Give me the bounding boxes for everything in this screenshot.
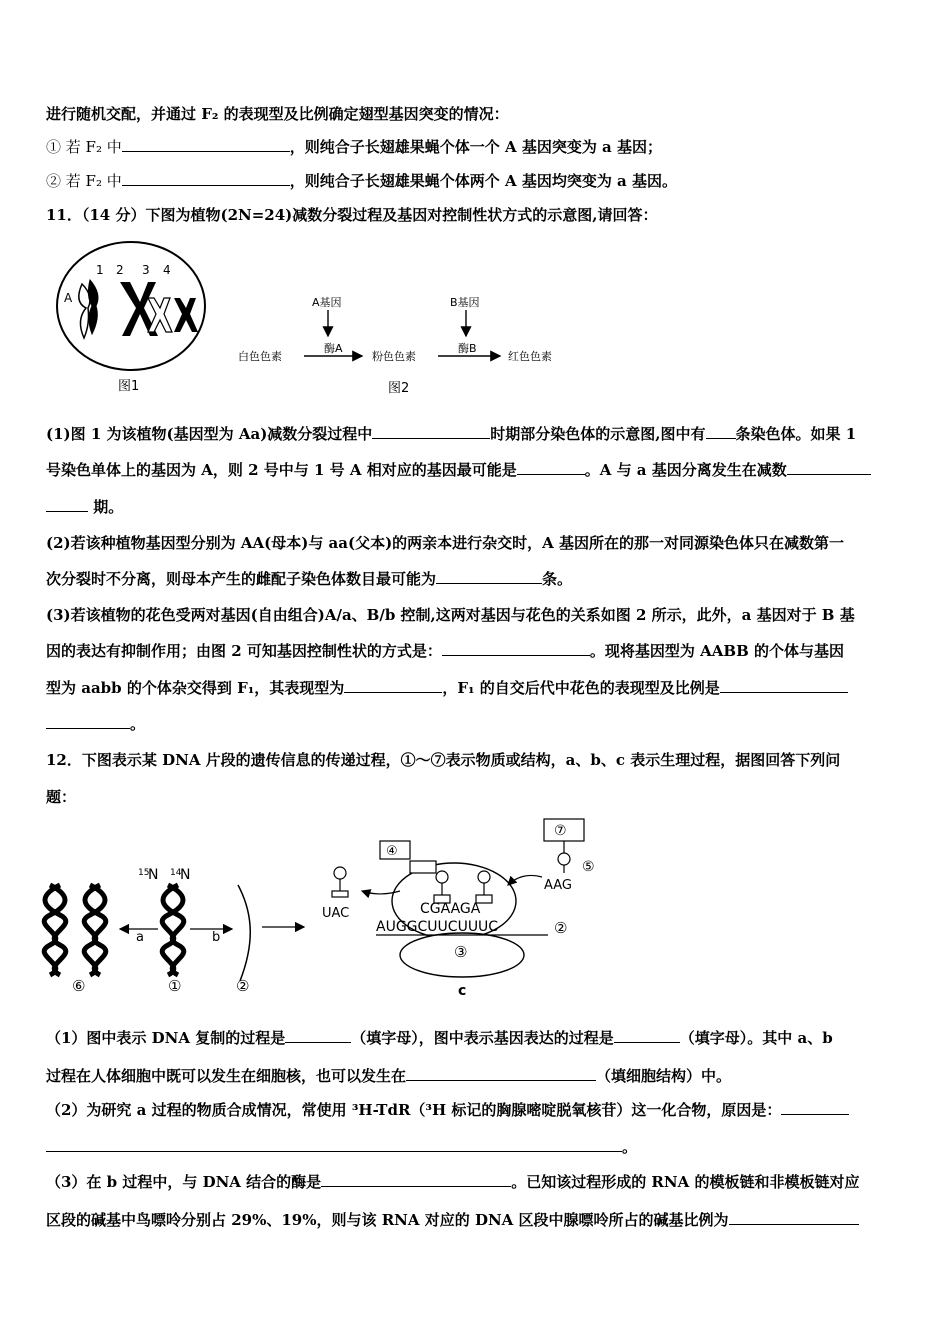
answer-blank[interactable]	[614, 1028, 680, 1043]
structure-2-label: ②	[236, 977, 250, 995]
anticodon-sequence: CGAAGA	[420, 901, 481, 917]
answer-blank[interactable]	[720, 678, 848, 693]
q12-part3-line1: （3）在 b 过程中，与 DNA 结合的酶是 。已知该过程形成的 RNA 的模板链和非模板链对应	[46, 1173, 860, 1191]
q11-part1-line1: (1)图 1 为该植物(基因型为 Aa)减数分裂过程中 时期部分染色体的示意图,图中有 条染色体。如果 1	[46, 425, 857, 443]
q11-part1-line2: 号染色单体上的基因为 A，则 2 号中与 1 号 A 相对应的基因最可能是 。A 与 a 基因分离发生在减数	[46, 460, 871, 480]
answer-blank[interactable]	[46, 497, 88, 512]
q11-part1-line3: 期。	[46, 497, 123, 517]
process-c-label: c	[458, 983, 467, 999]
answer-blank[interactable]	[517, 460, 585, 475]
q12-part2-line1: （2）为研究 a 过程的物质合成情况，常使用 ³H-TdR（³H 标记的胸腺嘧啶脱氧核苷）这一化合物，原因是：	[46, 1100, 849, 1120]
isotope-14: 14	[170, 868, 182, 878]
gene-b-label: B基因	[450, 296, 480, 309]
trna-incoming	[558, 841, 570, 873]
structure-6-label: ⑥	[72, 977, 86, 995]
figure-2-caption: 图2	[388, 381, 410, 396]
enzyme-b-label: 酶B	[458, 342, 477, 355]
trna-outgoing	[332, 867, 348, 897]
answer-blank[interactable]	[781, 1100, 849, 1115]
isotope-15: 15	[138, 868, 150, 878]
white-pigment-label: 白色色素	[238, 350, 282, 363]
chromatid-number-2: 2	[116, 263, 124, 277]
structure-3-label: ③	[454, 943, 468, 961]
pink-pigment-label: 粉色色素	[372, 350, 416, 363]
q11-figure-1	[52, 236, 210, 396]
chromosome-4	[148, 298, 172, 332]
structure-4-label: ④	[386, 844, 398, 859]
q12-header-line1: 12．下图表示某 DNA 片段的遗传信息的传递过程，①～⑦表示物质或结构，a、b、c 表示生理过程，据图回答下列问	[46, 751, 841, 769]
process-a-label: a	[136, 930, 144, 945]
answer-blank[interactable]	[442, 641, 590, 656]
chromatid-number-4: 4	[163, 263, 171, 277]
gene-a-label: A基因	[312, 296, 342, 309]
q12-part2-line2: 。	[46, 1137, 637, 1157]
intro-line-1: 进行随机交配，并通过 F₂ 的表现型及比例确定翅型基因突变的情况：	[46, 105, 509, 123]
answer-blank[interactable]	[344, 678, 442, 693]
q12-part1-line1: （1）图中表示 DNA 复制的过程是 （填字母），图中表示基因表达的过程是 （填字母）。其中 a、b	[46, 1029, 833, 1047]
mrna-sequence: AUGGCUUCUUUC	[376, 919, 499, 935]
chromatid-number-3: 3	[142, 263, 150, 277]
dna-helix-6a	[44, 885, 66, 975]
answer-blank[interactable]	[436, 569, 542, 584]
q11-part3-line1: (3)若该植物的花色受两对基因(自由组合)A/a、B/b 控制,这两对基因与花色的关系如图 2 所示，此外，a 基因对于 B 基	[46, 606, 855, 624]
dna-helix-6b	[84, 885, 106, 975]
chromosome-5	[174, 298, 198, 332]
dna-helix-1	[162, 885, 184, 975]
answer-blank[interactable]	[706, 424, 736, 439]
mrna-strand	[238, 885, 250, 981]
structure-1-label: ①	[168, 977, 182, 995]
nitrogen-label-15: N	[148, 867, 159, 883]
q12-part1-line2: 过程在人体细胞中既可以发生在细胞核，也可以发生在 （填细胞结构）中。	[46, 1067, 732, 1085]
answer-blank[interactable]	[372, 424, 490, 439]
q11-part2-line2: 次分裂时不分离，则母本产生的雌配子染色体数目最可能为 条。	[46, 570, 573, 588]
answer-blank[interactable]	[787, 460, 871, 475]
anticodon-aag: AAG	[544, 878, 572, 893]
answer-blank[interactable]	[46, 714, 130, 729]
answer-blank[interactable]	[285, 1028, 351, 1043]
q12-header-line2: 题：	[46, 788, 77, 806]
answer-blank[interactable]	[46, 1137, 622, 1152]
q11-part2-line1: (2)若该种植物基因型分别为 AA(母本)与 aa(父本)的两亲本进行杂交时，A 基因所在的那一对同源染色体只在减数第一	[46, 534, 845, 552]
chromosome-2	[88, 280, 98, 334]
answer-blank[interactable]	[406, 1066, 596, 1081]
gene-label-a: A	[64, 291, 73, 305]
q11-part3-line2: 因的表达有抑制作用；由图 2 可知基因控制性状的方式是： 。现将基因型为 AABB 的个体与基因	[46, 642, 844, 660]
enzyme-a-label: 酶A	[324, 342, 343, 355]
answer-blank[interactable]	[729, 1210, 859, 1225]
chromatid-number-1: 1	[96, 263, 104, 277]
answer-blank[interactable]	[122, 137, 290, 152]
structure-7-label: ⑦	[554, 823, 567, 839]
polypeptide-block	[410, 861, 436, 873]
answer-blank[interactable]	[122, 171, 290, 186]
q11-header: 11．（14 分）下图为植物(2N=24)减数分裂过程及基因对控制性状方式的示意图,请回答：	[46, 206, 658, 224]
trna-1	[434, 871, 450, 903]
answer-blank[interactable]	[321, 1172, 511, 1187]
q11-part3-line4: 。	[46, 714, 145, 734]
process-b-label: b	[212, 930, 221, 945]
nitrogen-label-14: N	[180, 867, 191, 883]
incoming-arrow	[508, 875, 542, 885]
q12-part3-line2: 区段的碱基中鸟嘌呤分别占 29%、19%，则与该 RNA 对应的 DNA 区段中腺嘌呤所占的碱基比例为	[46, 1210, 859, 1230]
red-pigment-label: 红色色素	[508, 350, 552, 363]
figure-1-caption: 图1	[118, 379, 140, 394]
q12-figure	[40, 815, 620, 1005]
q11-part3-line3: 型为 aabb 的个体杂交得到 F₁，其表现型为 ，F₁ 的自交后代中花色的表现型及比例是	[46, 678, 848, 698]
intro-line-3: ② 若 F₂ 中 ，则纯合子长翅雄果蝇个体两个 A 基因均突变为 a 基因。	[46, 172, 677, 190]
anticodon-uac: UAC	[322, 906, 350, 921]
structure-2-mrna-label: ②	[554, 919, 568, 937]
trna-2	[476, 871, 492, 903]
structure-5-label: ⑤	[582, 859, 595, 875]
intro-line-2: ① 若 F₂ 中 ，则纯合子长翅雄果蝇个体一个 A 基因突变为 a 基因；	[46, 138, 662, 156]
q11-figure-2	[232, 290, 572, 400]
